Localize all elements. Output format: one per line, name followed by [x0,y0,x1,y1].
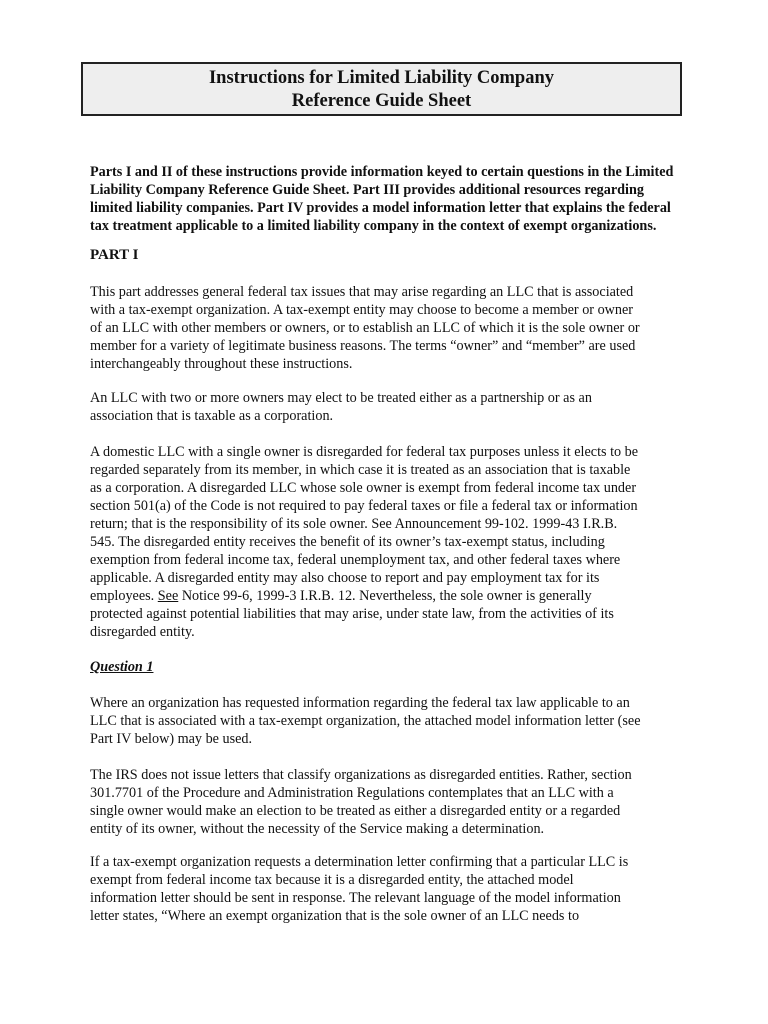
paragraph-line: LLC that is associated with a tax-exempt organization, the attached model information letter (see [90,713,641,729]
paragraph-line: exemption from federal income tax, federal unemployment tax, and other federal taxes where [90,552,621,568]
paragraph-1 [90,283,690,373]
paragraph-line: single owner would make an election to be treated as either a disregarded entity or a regarded [90,803,621,819]
paragraph-line: applicable. A disregarded entity may also choose to report and pay employment tax for its [90,570,600,586]
paragraph-line: section 501(a) of the Code is not required to pay federal taxes or file a federal tax or information [90,498,638,514]
intro-paragraph [90,163,690,235]
paragraph-line: association that is taxable as a corporation. [90,408,334,424]
see-citation-link: See [157,588,179,604]
paragraph-line: as a corporation. A disregarded LLC whose sole owner is exempt from federal income tax under [90,480,637,496]
paragraph-4 [90,694,690,748]
paragraph-line: exempt from federal income tax because it is a disregarded entity, the attached model [90,872,574,888]
intro-line: Liability Company Reference Guide Sheet. Part III provides additional resources regarding [90,182,644,198]
paragraph-2 [90,389,690,425]
intro-line: tax treatment applicable to a limited liability company in the context of exempt organizations. [90,218,657,234]
paragraph-line: 301.7701 of the Procedure and Administration Regulations contemplates that an LLC with a [90,785,614,801]
paragraph-line: protected against potential liabilities that may arise, under state law, from the activities of its [90,606,614,622]
paragraph-6 [90,853,690,925]
paragraph-line: This part addresses general federal tax issues that may arise regarding an LLC that is associated [90,284,634,300]
intro-line: Parts I and II of these instructions provide information keyed to certain questions in the Limited [90,164,674,180]
paragraph-line: member for a variety of legitimate business reasons. The terms “owner” and “member” are used [90,338,636,354]
question-1-heading [90,658,690,676]
paragraph-line: of an LLC with other members or owners, or to establish an LLC of which it is the sole owner or [90,320,640,336]
paragraph-line: disregarded entity. [90,624,195,640]
paragraph-line: 545. The disregarded entity receives the benefit of its owner’s tax-exempt status, including [90,534,605,550]
paragraph-line [90,587,690,605]
paragraph-line: regarded separately from its member, in which case it is treated as an association that is taxable [90,462,631,478]
paragraph-3 [90,443,690,641]
paragraph-line: An LLC with two or more owners may elect to be treated either as a partnership or as an [90,390,592,406]
question-1-label: Question 1 [90,659,154,675]
paragraph-line: entity of its owner, without the necessity of the Service making a determination. [90,821,545,837]
paragraph-text: employees. [90,588,158,604]
title-line-2: Reference Guide Sheet [291,91,472,111]
part1-heading: PART I [90,247,139,263]
paragraph-line: The IRS does not issue letters that classify organizations as disregarded entities. Rather, section [90,767,632,783]
paragraph-line: return; that is the responsibility of its sole owner. See Announcement 99-102. 1999-43 I.R.B. [90,516,618,532]
paragraph-line: letter states, “Where an exempt organization that is the sole owner of an LLC needs to [90,908,580,924]
paragraph-line: information letter should be sent in response. The relevant language of the model information [90,890,621,906]
paragraph-text: Notice 99-6, 1999-3 I.R.B. 12. Nevertheless, the sole owner is generally [178,588,592,604]
paragraph-line: with a tax-exempt organization. A tax-exempt entity may choose to become a member or owner [90,302,634,318]
paragraph-line: Part IV below) may be used. [90,731,253,747]
title-line-1: Instructions for Limited Liability Company [208,68,555,88]
paragraph-line: Where an organization has requested information regarding the federal tax law applicable to an [90,695,630,711]
title-box [81,62,682,116]
paragraph-line: If a tax-exempt organization requests a determination letter confirming that a particular LLC is [90,854,629,870]
paragraph-line: A domestic LLC with a single owner is disregarded for federal tax purposes unless it elects to be [90,444,639,460]
paragraph-5 [90,766,690,838]
paragraph-line: interchangeably throughout these instructions. [90,356,353,372]
intro-line: limited liability companies. Part IV provides a model information letter that explains the federal [90,200,671,216]
